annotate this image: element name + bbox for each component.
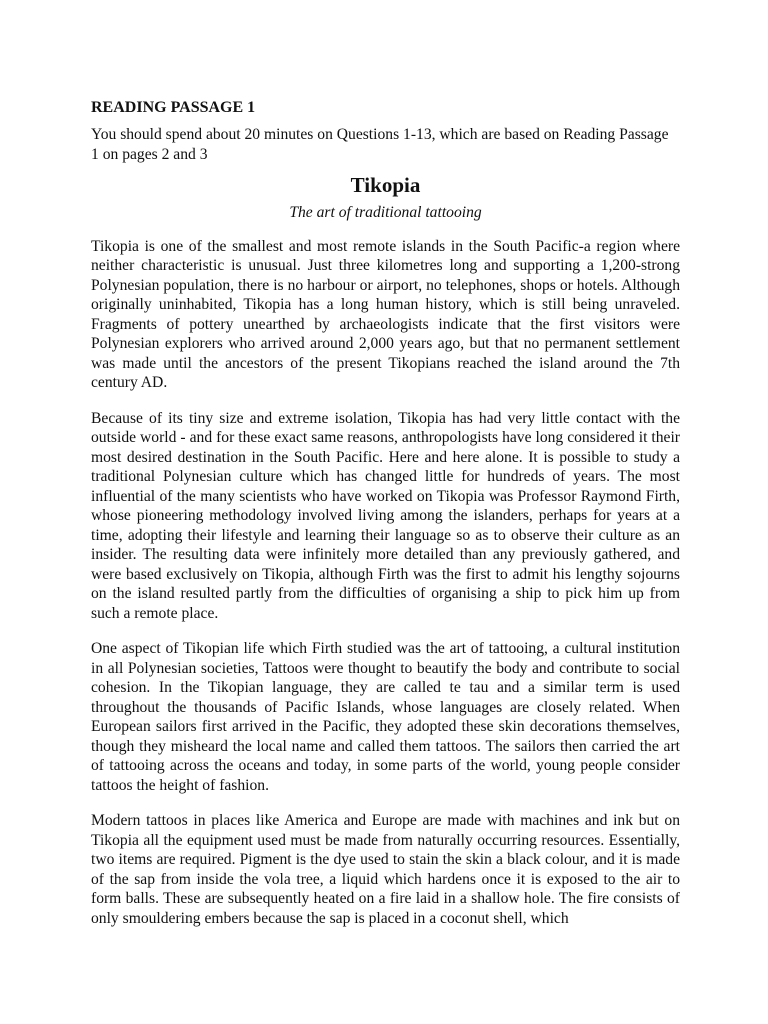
passage-subtitle: The art of traditional tattooing	[289, 204, 482, 221]
instructions: You should spend about 20 minutes on Questions 1-13, which are based on Reading Passage 1 on pages 2 and 3	[91, 126, 669, 163]
section-heading: READING PASSAGE 1	[91, 99, 256, 116]
paragraph-2: Because of its tiny size and extreme isolation, Tikopia has had very little contact with the outside world - and for these exact same reasons, anthropologists have long considered it their most desired destination in the South Pacific. Here and here alone. It is possible to study a traditional Polynesian culture which has changed little for hundreds of years. The most influential of the many scientists who have worked on Tikopia was Professor Raymond Firth, whose pioneering methodology involved living among the islanders, perhaps for years at a time, adopting their lifestyle and learning their language so as to observe their culture as an insider. The resulting data were infinitely more detailed than any previously gathered, and were based exclusively on Tikopia, although Firth was the first to admit his lengthy sojourns on the island resulted partly from the difficulties of organising a ship to pick him up from such a remote place.	[91, 409, 680, 622]
passage-title: Tikopia	[350, 173, 421, 197]
paragraph-1: Tikopia is one of the smallest and most remote islands in the South Pacific-a region where neither characteristic is unusual. Just three kilometres long and supporting a 1,200-strong Polynesian population, there is no harbour or airport, no telephones, shops or hotels. Although originally uninhabited, Tikopia has a long human history, which is still being unraveled. Fragments of pottery unearthed by archaeologists indicate that the first visitors were Polynesian explorers who arrived around 2,000 years ago, but that no permanent settlement was made until the ancestors of the present Tikopians reached the island around the 7th century AD.	[91, 237, 680, 391]
paragraph-3: One aspect of Tikopian life which Firth studied was the art of tattooing, a cultural institution in all Polynesian societies, Tattoos were thought to beautify the body and contribute to social cohesion. In the Tikopian language, they are called te tau and a similar term is used throughout the thousands of Pacific Islands, whose languages are closely related. When European sailors first arrived in the Pacific, they adopted these skin decorations themselves, though they misheard the local name and called them tattoos. The sailors then carried the art of tattooing across the oceans and today, in some parts of the world, young people consider tattoos the height of fashion.	[91, 640, 680, 794]
paragraph-4: Modern tattoos in places like America and Europe are made with machines and ink but on Tikopia all the equipment used must be made from naturally occurring resources. Essentially, two items are required. Pigment is the dye used to stain the skin a black colour, and it is made of the sap from inside the vola tree, a liquid which hardens once it is exposed to the air to form balls. These are subsequently heated on a fire laid in a shallow hole. The fire consists of only smouldering embers because the sap is placed in a coconut shell, which	[91, 812, 680, 927]
